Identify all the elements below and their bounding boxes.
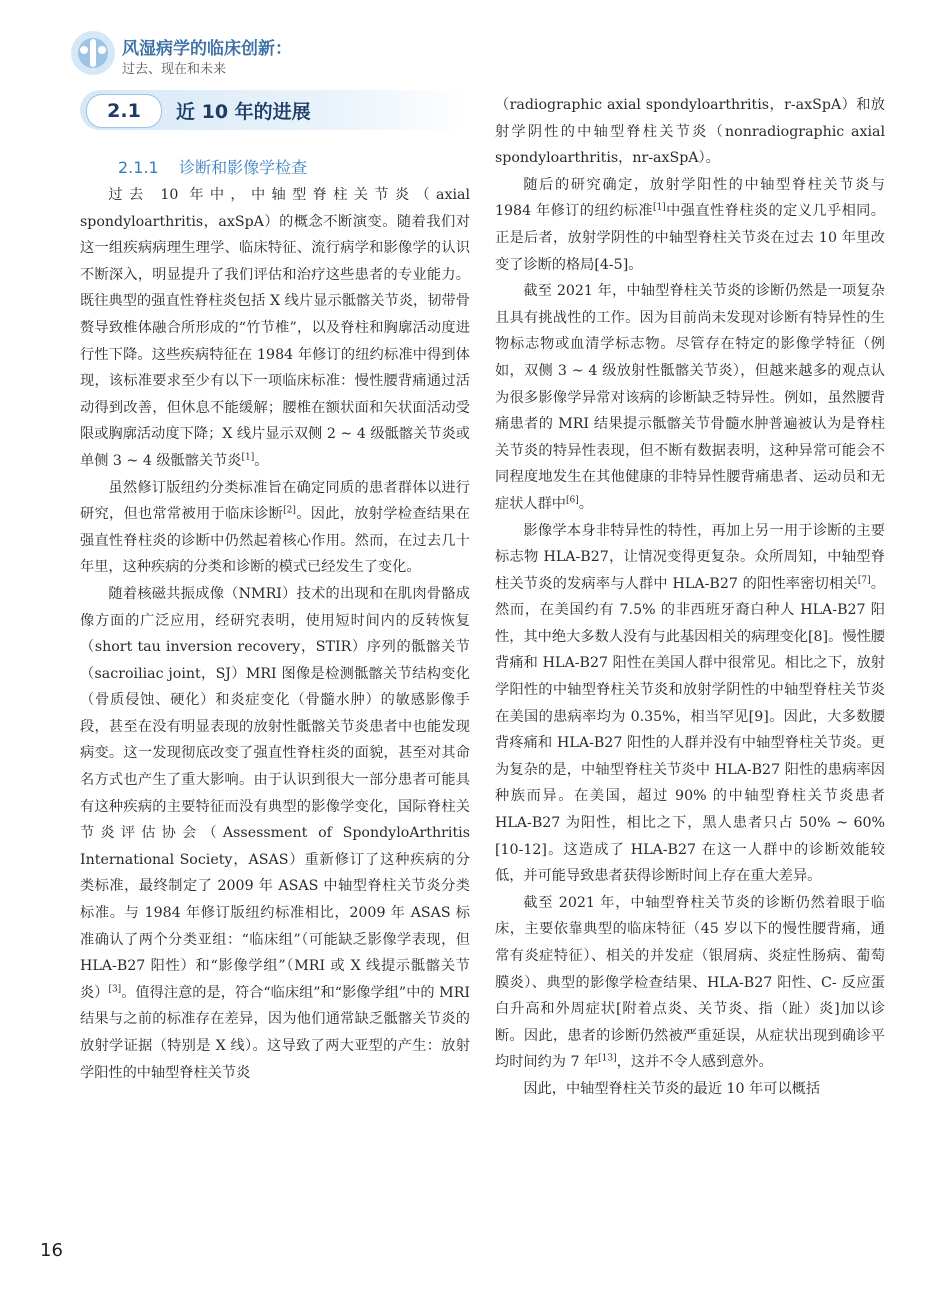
paragraph-text: 截至 2021 年，中轴型脊柱关节炎的诊断仍然是一项复杂且具有挑战性的工作。因为目前尚未发现对诊断有特异性的生物标志物或血清学标志物。尽管存在特定的影像学特征（例如，双侧 3 ~ 4 级放射性骶髂关节炎），但越来越多的观点认为很多影像学异常对该病的诊断缺乏特异性。例如，虽然腰背痛患者的 MRI 结果提示骶髂关节骨髓水肿普遍被认为是脊柱关节炎的特异性表现，但不断有数据表明，这种异常可能会不同程度地发生在其他健康的非特异性腰背痛患者、运动员和无症状人群中 [495,283,885,512]
citation-ref: [2] [283,505,296,516]
paragraph-text: （radiographic axial spondyloarthritis，r-axSpA）和放射学阴性的中轴型脊柱关节炎（nonradiographic axial spondyloarthritis，nr-axSpA）。 [495,97,885,167]
right-column [495,92,885,1103]
body-paragraph [495,92,885,172]
section-title: 近 10 年的进展 [176,101,311,123]
citation-ref: [7] [857,574,871,585]
citation-ref: [3] [108,984,122,995]
body-paragraph [495,172,885,278]
book-subtitle: 过去、现在和未来 [122,62,227,77]
paragraph-text-tail: 中强直性脊柱炎的定义几乎相同。正是后者，放射学阴性的中轴型脊柱关节炎在过去 10 年里改变了诊断的格局[4-5]。 [495,203,885,273]
paragraph-text: 因此，中轴型脊柱关节炎的最近 10 年可以概括 [523,1080,821,1097]
book-title: 风湿病学的临床创新： [122,39,292,59]
page-number: 16 [40,1240,63,1261]
left-column [80,182,470,1086]
citation-ref: [6] [565,495,579,506]
paragraph-text-tail: 。值得注意的是，符合“临床组”和“影像学组”中的 MRI 结果与之前的标准存在差异，因为他们通常缺乏骶髂关节炎的放射学证据（特别是 X 线）。这导致了两大亚型的产生：放射学阳性的中轴型脊柱关节炎 [80,984,470,1081]
section-number: 2.1 [86,94,162,128]
subsection-heading [118,155,307,178]
body-paragraph [495,1076,885,1103]
paragraph-text-tail: 。然而，在美国约有 7.5% 的非西班牙裔白种人 HLA-B27 阳性，其中绝大多数人没有与此基因相关的病理变化[8]。慢性腰背痛和 HLA-B27 阳性在美国人群中很常见。相比之下，放射学阳性的中轴型脊柱关节炎和放射学阴性的中轴型脊柱关节炎在美国的患病率均为 0.35%，相当罕见[9]。因此，大多数腰背疼痛和 HLA-B27 阳性的人群并没有中轴型脊柱关节炎。更为复杂的是，中轴型脊柱关节炎中 HLA-B27 阳性的患病率因种族而异。在美国，超过 90% 的中轴型脊柱关节炎患者 HLA-B27 为阳性，相比之下，黑人患者只占 50% ~ 60%[10-12]。这造成了 HLA-B27 在这一人群中的诊断效能较低，并可能导致患者获得诊断时间上存在重大差异。 [495,575,885,885]
paragraph-text: 随后的研究确定，放射学阳性的中轴型脊柱关节炎与 1984 年修订的纽约标准 [495,176,885,220]
running-header [70,30,390,82]
skeleton-logo-icon [70,30,116,76]
body-paragraph [80,182,470,475]
body-paragraph [80,475,470,581]
subsection-title: 诊断和影像学检查 [179,158,308,177]
citation-ref: [1] [241,452,255,463]
body-paragraph [495,278,885,517]
paragraph-text-tail: 。因此，放射学检查结果在强直性脊柱炎的诊断中仍然起着核心作用。然而，在过去几十年里，这种疾病的分类和诊断的模式已经发生了变化。 [80,506,470,576]
citation-ref: [1] [652,202,666,213]
subsection-number: 2.1.1 [118,158,159,177]
paragraph-text-tail: 。 [578,495,593,512]
body-paragraph [495,518,885,890]
paragraph-text: 过去 10 年中，中轴型脊柱关节炎（axial spondyloarthritis，axSpA）的概念不断演变。随着我们对这一组疾病病理生理学、临床特征、流行病学和影像学的认识不断深入，明显提升了我们评估和治疗这些患者的专业能力。既往典型的强直性脊柱炎包括 X 线片显示骶髂关节炎，韧带骨赘导致椎体融合所形成的“竹节椎”，以及脊柱和胸廓活动度进行性下降。这些疾病特征在 1984 年修订的纽约标准中得到体现，该标准要求至少有以下一项临床标准：慢性腰背痛通过活动得到改善，但休息不能缓解；腰椎在额状面和矢状面活动受限或胸廓活动度下降；X 线片显示双侧 2 ~ 4 级骶髂关节炎或单侧 3 ~ 4 级骶髂关节炎 [80,187,470,469]
body-paragraph [80,581,470,1086]
paragraph-text-tail: ，这并不令人感到意外。 [616,1054,773,1071]
paragraph-text: 虽然修订版纽约分类标准旨在确定同质的患者群体以进行研究，但也常常被用于临床诊断 [80,479,470,523]
paragraph-text: 截至 2021 年，中轴型脊柱关节炎的诊断仍然着眼于临床，主要依靠典型的临床特征（45 岁以下的慢性腰背痛，通常有炎症特征）、相关的并发症（银屑病、炎症性肠病、葡萄膜炎）、典型的影像学检查结果、HLA-B27 阳性、C- 反应蛋白升高和外周症状[附着点炎、关节炎、指（趾）炎]加以诊断。因此，患者的诊断仍然被严重延误，从症状出现到确诊平均时间约为 7 年 [495,894,885,1071]
paragraph-text: 随着核磁共振成像（NMRI）技术的出现和在肌肉骨骼成像方面的广泛应用，经研究表明，使用短时间内的反转恢复（short tau inversion recovery，STIR）序列的骶髂关节（sacroiliac joint，SJ）MRI 图像是检测骶髂关节结构变化（骨质侵蚀、硬化）和炎症变化（骨髓水肿）的敏感影像手段，甚至在没有明显表现的放射性骶髂关节炎患者中也能发现病变。这一发现彻底改变了强直性脊柱炎的面貌，甚至对其命名方式也产生了重大影响。由于认识到很大一部分患者可能具有这种疾病的主要特征而没有典型的影像学变化，国际脊柱关节炎评估协会（Assessment of SpondyloArthritis International Society，ASAS）重新修订了这种疾病的分类标准，最终制定了 2009 年 ASAS 中轴型脊柱关节炎分类标准。与 1984 年修订版纽约标准相比，2009 年 ASAS 标准确认了两个分类亚组：“临床组”（可能缺乏影像学表现，但 HLA-B27 阳性）和“影像学组”（MRI 或 X 线提示骶髂关节炎） [80,585,470,1001]
paragraph-text-tail: 。 [254,452,269,469]
paragraph-text: 影像学本身非特异性的特性，再加上另一用于诊断的主要标志物 HLA-B27，让情况变得更复杂。众所周知，中轴型脊柱关节炎的发病率与人群中 HLA-B27 的阳性率密切相关 [495,522,885,592]
body-paragraph [495,890,885,1076]
citation-ref: [13] [598,1053,617,1064]
